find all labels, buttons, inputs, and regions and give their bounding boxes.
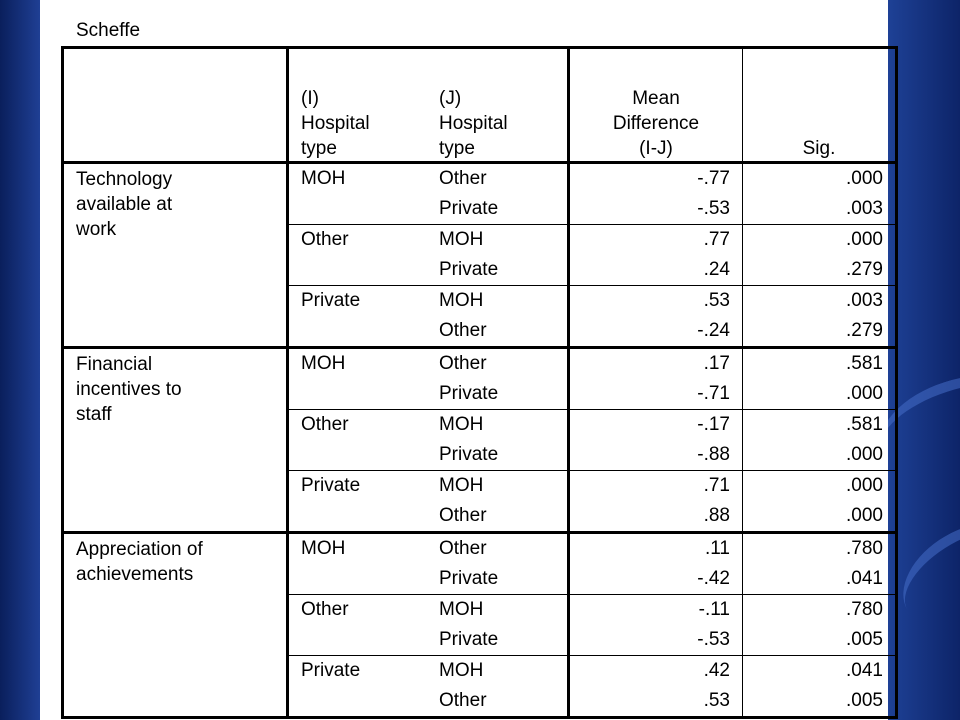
sig-cell: .279 <box>846 259 883 280</box>
header-md-line: Difference <box>612 113 700 134</box>
j-hospital-type-cell: MOH <box>431 595 569 626</box>
j-hospital-type-cell: Other <box>431 163 569 195</box>
j-hospital-type-cell: Other <box>431 533 569 565</box>
sig-cell: .000 <box>846 168 883 189</box>
j-hospital-type-cell: Other <box>431 348 569 380</box>
header-md-line: Mean <box>632 88 680 109</box>
i-hospital-type-cell <box>288 194 432 225</box>
j-hospital-type-cell: Private <box>431 564 569 595</box>
mean-difference-cell: -.17 <box>569 410 743 441</box>
j-hospital-type-cell: MOH <box>431 656 569 687</box>
i-hospital-type-cell <box>288 316 432 348</box>
header-i-line: Hospital <box>301 113 370 134</box>
variable-name-line: achievements <box>76 564 194 585</box>
variable-name-line: work <box>76 219 117 240</box>
j-hospital-type-cell: Other <box>431 316 569 348</box>
table-container <box>61 46 898 719</box>
j-hospital-type-cell: Private <box>431 379 569 410</box>
i-hospital-type-cell: Other <box>288 595 432 626</box>
j-hospital-type-cell: Other <box>431 501 569 533</box>
table-row <box>63 163 897 195</box>
mean-difference-cell: -.24 <box>569 316 743 348</box>
mean-difference-cell: .53 <box>569 286 743 317</box>
i-hospital-type-cell <box>288 440 432 471</box>
sig-cell: .000 <box>846 444 883 465</box>
mean-difference-cell: -.53 <box>569 625 743 656</box>
i-hospital-type-cell <box>288 625 432 656</box>
header-mean-difference <box>569 48 743 163</box>
variable-name-cell <box>63 348 288 533</box>
header-j-line: Hospital <box>439 113 508 134</box>
header-i-hospital-type <box>288 48 432 163</box>
mean-difference-cell: .42 <box>569 656 743 687</box>
sig-cell: .000 <box>743 225 897 256</box>
table-title: Scheffe <box>76 20 141 41</box>
header-j-line: (J) <box>439 88 462 109</box>
sig-cell: .041 <box>846 568 883 589</box>
i-hospital-type-cell <box>288 379 432 410</box>
i-hospital-type-cell <box>288 501 432 533</box>
j-hospital-type-cell: Private <box>431 625 569 656</box>
j-hospital-type-cell: MOH <box>431 410 569 441</box>
mean-difference-cell: -.77 <box>569 163 743 195</box>
mean-difference-cell: .71 <box>569 471 743 502</box>
j-hospital-type-cell: Private <box>431 440 569 471</box>
header-i-line: (I) <box>301 88 319 109</box>
j-hospital-type-cell: MOH <box>431 286 569 317</box>
variable-name-cell <box>63 533 288 718</box>
i-hospital-type-cell: MOH <box>301 168 346 189</box>
i-hospital-type-cell: Private <box>288 286 432 317</box>
mean-difference-cell: -.88 <box>569 440 743 471</box>
i-hospital-type-cell <box>288 686 432 718</box>
table-body <box>63 163 897 718</box>
sig-cell: .780 <box>743 533 897 565</box>
i-hospital-type-cell: Other <box>288 410 432 441</box>
mean-difference-cell: -.11 <box>569 595 743 626</box>
sig-cell: .041 <box>743 656 897 687</box>
mean-difference-cell: .24 <box>569 255 743 286</box>
i-hospital-type-cell <box>288 564 432 595</box>
sig-cell: .279 <box>846 320 883 341</box>
sig-cell: .005 <box>846 690 883 711</box>
variable-name-line: incentives to <box>76 379 182 400</box>
j-hospital-type-cell: Other <box>431 686 569 718</box>
variable-name-line: available at <box>76 194 173 215</box>
variable-name-line: Financial <box>76 354 153 375</box>
sig-cell: .581 <box>743 348 897 380</box>
i-hospital-type-cell: Private <box>288 471 432 502</box>
slide-background-left <box>0 0 40 720</box>
sig-cell: .005 <box>846 629 883 650</box>
mean-difference-cell: .88 <box>569 501 743 533</box>
i-hospital-type-cell <box>288 255 432 286</box>
sig-cell: .000 <box>743 471 897 502</box>
sig-cell: .000 <box>846 505 883 526</box>
mean-difference-cell: -.42 <box>569 564 743 595</box>
i-hospital-type-cell: MOH <box>288 348 432 380</box>
j-hospital-type-cell: Private <box>431 194 569 225</box>
i-hospital-type-cell: MOH <box>288 533 432 565</box>
header-variable <box>63 48 288 163</box>
sig-cell: .780 <box>743 595 897 626</box>
i-hospital-type-cell: Other <box>288 225 432 256</box>
scheffe-table <box>61 46 898 719</box>
header-j-hospital-type <box>431 48 569 163</box>
j-hospital-type-cell: MOH <box>431 471 569 502</box>
mean-difference-cell: .77 <box>569 225 743 256</box>
mean-difference-cell: .53 <box>569 686 743 718</box>
variable-name-line: staff <box>76 404 112 425</box>
sig-cell: .003 <box>743 286 897 317</box>
i-hospital-type-cell: Private <box>288 656 432 687</box>
header-i-line: type <box>301 138 337 159</box>
header-md-line: (I-J) <box>639 138 673 159</box>
variable-name-cell <box>63 163 288 348</box>
mean-difference-cell: .17 <box>569 348 743 380</box>
sig-cell: .003 <box>846 198 883 219</box>
header-j-line: type <box>439 138 475 159</box>
slide-background-right <box>888 0 960 720</box>
header-sig: Sig. <box>743 48 897 163</box>
sig-cell: .000 <box>846 383 883 404</box>
mean-difference-cell: -.71 <box>569 379 743 410</box>
header-row <box>63 48 897 163</box>
j-hospital-type-cell: MOH <box>431 225 569 256</box>
variable-name-line: Technology <box>76 169 173 190</box>
j-hospital-type-cell: Private <box>431 255 569 286</box>
mean-difference-cell: .11 <box>569 533 743 565</box>
table-row <box>63 348 897 380</box>
mean-difference-cell: -.53 <box>569 194 743 225</box>
sig-cell: .581 <box>743 410 897 441</box>
table-row <box>63 533 897 565</box>
variable-name-line: Appreciation of <box>76 539 203 560</box>
